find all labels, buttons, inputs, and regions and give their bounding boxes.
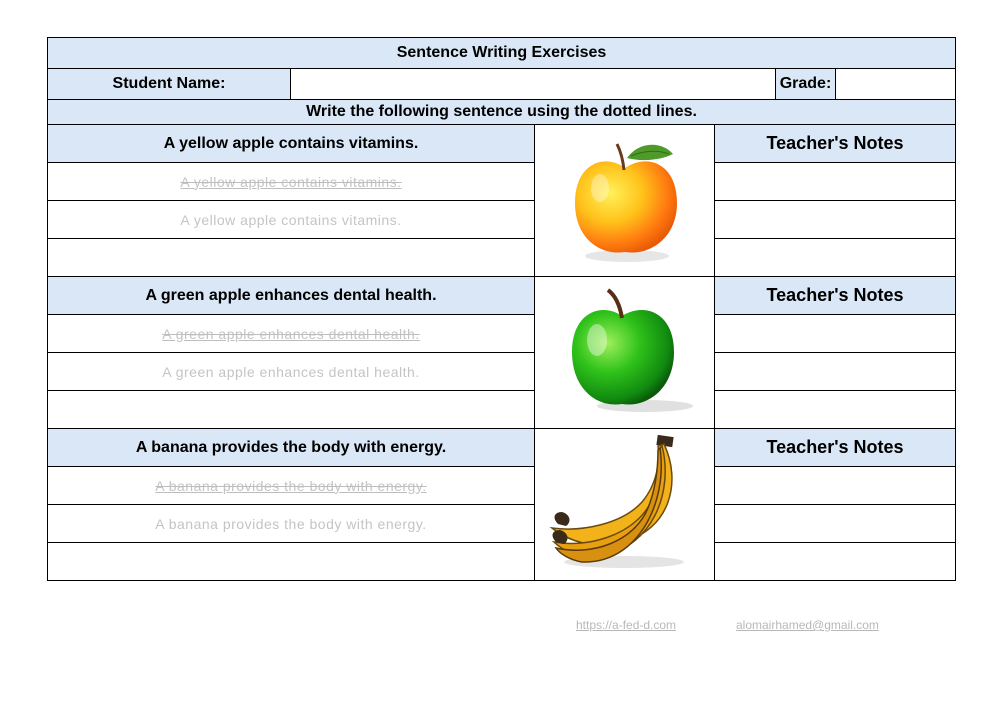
exercise-image <box>535 429 715 581</box>
instruction: Write the following sentence using the dotted lines. <box>48 100 956 125</box>
blank-writing-line[interactable] <box>48 391 535 429</box>
notes-line[interactable] <box>715 163 956 201</box>
exercise-sentence: A banana provides the body with energy. <box>48 429 535 467</box>
trace-line[interactable] <box>48 467 535 505</box>
banana-icon <box>542 432 707 572</box>
teachers-notes-header: Teacher's Notes <box>715 429 956 467</box>
notes-line[interactable] <box>715 353 956 391</box>
exercise-sentence: A green apple enhances dental health. <box>48 277 535 315</box>
worksheet <box>47 37 955 581</box>
footer-website-link[interactable]: https://a-fed-d.com <box>576 618 677 632</box>
notes-line[interactable] <box>715 391 956 429</box>
faded-line[interactable] <box>48 353 535 391</box>
notes-line[interactable] <box>715 201 956 239</box>
grade-label: Grade: <box>776 69 836 100</box>
notes-line[interactable] <box>715 543 956 581</box>
notes-line[interactable] <box>715 315 956 353</box>
exercise-image <box>535 125 715 277</box>
trace-text: A banana provides the body with energy. <box>155 477 427 494</box>
teachers-notes-header: Teacher's Notes <box>715 125 956 163</box>
trace-text: A yellow apple contains vitamins. <box>180 173 402 190</box>
faded-text: A yellow apple contains vitamins. <box>180 211 402 228</box>
footer-email-link[interactable]: alomairhamed@gmail.com <box>736 618 879 632</box>
blank-writing-line[interactable] <box>48 543 535 581</box>
student-name-field[interactable] <box>291 69 776 100</box>
trace-line[interactable] <box>48 315 535 353</box>
blank-writing-line[interactable] <box>48 239 535 277</box>
notes-line[interactable] <box>715 239 956 277</box>
teachers-notes-header: Teacher's Notes <box>715 277 956 315</box>
trace-line[interactable] <box>48 163 535 201</box>
exercise-sentence: A yellow apple contains vitamins. <box>48 125 535 163</box>
exercise-image <box>535 277 715 429</box>
student-name-label: Student Name: <box>48 69 291 100</box>
faded-line[interactable] <box>48 201 535 239</box>
faded-line[interactable] <box>48 505 535 543</box>
notes-line[interactable] <box>715 505 956 543</box>
faded-text: A banana provides the body with energy. <box>155 515 427 532</box>
green-apple-icon <box>550 280 700 420</box>
yellow-apple-icon <box>555 128 695 268</box>
worksheet-table <box>47 37 956 581</box>
grade-field[interactable] <box>836 69 956 100</box>
worksheet-title: Sentence Writing Exercises <box>48 38 956 69</box>
notes-line[interactable] <box>715 467 956 505</box>
trace-text: A green apple enhances dental health. <box>162 325 420 342</box>
faded-text: A green apple enhances dental health. <box>162 363 420 380</box>
